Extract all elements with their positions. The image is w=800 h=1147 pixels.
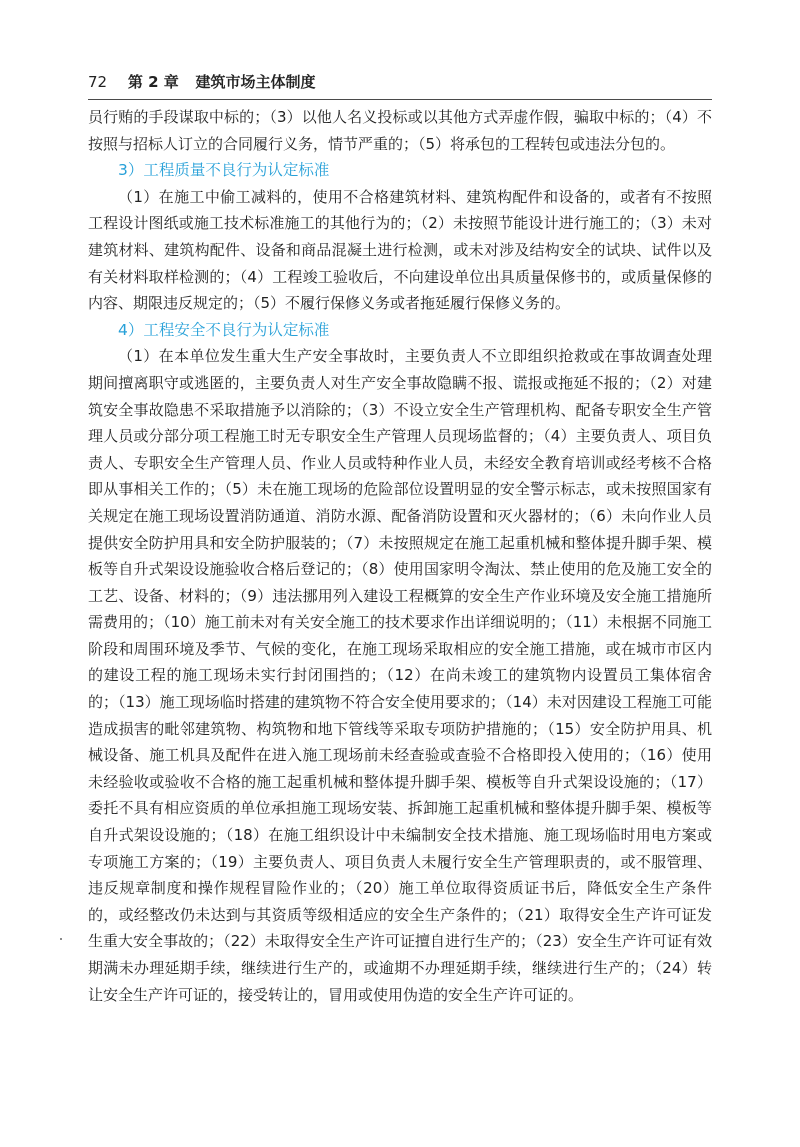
safety-criteria-paragraph: （1）在本单位发生重大生产安全事故时，主要负责人不立即组织抢救或在事故调查处理期间擅离职守或逃匿的，主要负责人对生产安全事故隐瞒不报、谎报或拖延不报的；（2）对建筑安全事故隐患不采取措施予以消除的；（3）不设立安全生产管理机构、配备专职安全生产管理人员或分部分项工程施工时无专职安全生产管理人员现场监督的；（4）主要负责人、项目负责人、专职安全生产管理人员、作业人员或特种作业人员，未经安全教育培训或经考核不合格即从事相关工作的；（5）未在施工现场的危险部位设置明显的安全警示标志，或未按照国家有关规定在施工现场设置消防通道、消防水源、配备消防设置和灭火器材的；（6）未向作业人员提供安全防护用具和安全防护服装的；（7）未按照规定在施工起重机械和整体提升脚手架、模板等自升式架设设施验收合格后登记的；（8）使用国家明令淘汰、禁止使用的危及施工安全的工艺、设备、材料的；（9）违法挪用列入建设工程概算的安全生产作业环境及安全施工措施所需费用的；（10）施工前未对有关安全施工的技术要求作出详细说明的；（11）未根据不同施工阶段和周围环境及季节、气候的变化，在施工现场采取相应的安全施工措施，或在城市市区内的建设工程的施工现场未实行封闭围挡的；（12）在尚未竣工的建筑物内设置员工集体宿舍的；（13）施工现场临时搭建的建筑物不符合安全使用要求的；（14）未对因建设工程施工可能造成损害的毗邻建筑物、构筑物和地下管线等采取专项防护措施的；（15）安全防护用具、机械设备、施工机具及配件在进入施工现场前未经查验或查验不合格即投入使用的；（16）使用未经验收或验收不合格的施工起重机械和整体提升脚手架、模板等自升式架设设施的；（17）委托不具有相应资质的单位承担施工现场安装、拆卸施工起重机械和整体提升脚手架、模板等自升式架设设施的；（18）在施工组织设计中未编制安全技术措施、施工现场临时用电方案或专项施工方案的；（19）主要负责人、项目负责人未履行安全生产管理职责的，或不服管理、违反规章制度和操作规程冒险作业的；（20）施工单位取得资质证书后，降低安全生产条件的，或经整改仍未达到与其资质等级相适应的安全生产条件的；（21）取得安全生产许可证发生重大安全事故的；（22）未取得安全生产许可证擅自进行生产的；（23）安全生产许可证有效期满未办理延期手续，继续进行生产的，或逾期不办理延期手续，继续进行生产的；（24）转让安全生产许可证的，接受转让的，冒用或使用伪造的安全生产许可证的。 xyxy=(88,347,712,1004)
chapter-label: 第 2 章 xyxy=(127,73,179,91)
continuation-paragraph: 员行贿的手段谋取中标的；（3）以他人名义投标或以其他方式弄虚作假，骗取中标的；（4）不按照与招标人订立的合同履行义务，情节严重的；（5）将承包的工程转包或违法分包的。 xyxy=(88,108,712,153)
section-heading-quality: 3）工程质量不良行为认定标准 xyxy=(118,161,330,180)
chapter-title: 建筑市场主体制度 xyxy=(195,73,316,91)
quality-criteria-paragraph: （1）在施工中偷工减料的，使用不合格建筑材料、建筑构配件和设备的，或者有不按照工程设计图纸或施工技术标准施工的其他行为的；（2）未按照节能设计进行施工的；（3）未对建筑材料、建筑构配件、设备和商品混凝土进行检测，或未对涉及结构安全的试块、试件以及有关材料取样检测的；（4）工程竣工验收后，不向建设单位出具质量保修书的，或质量保修的内容、期限违反规定的；（5）不履行保修义务或者拖延履行保修义务的。 xyxy=(88,187,712,313)
margin-mark xyxy=(60,938,62,940)
page-number: 72 xyxy=(88,73,108,91)
section-heading-safety: 4）工程安全不良行为认定标准 xyxy=(118,320,330,339)
header-divider xyxy=(88,99,712,100)
body-text xyxy=(88,104,712,1008)
running-header xyxy=(88,70,708,94)
